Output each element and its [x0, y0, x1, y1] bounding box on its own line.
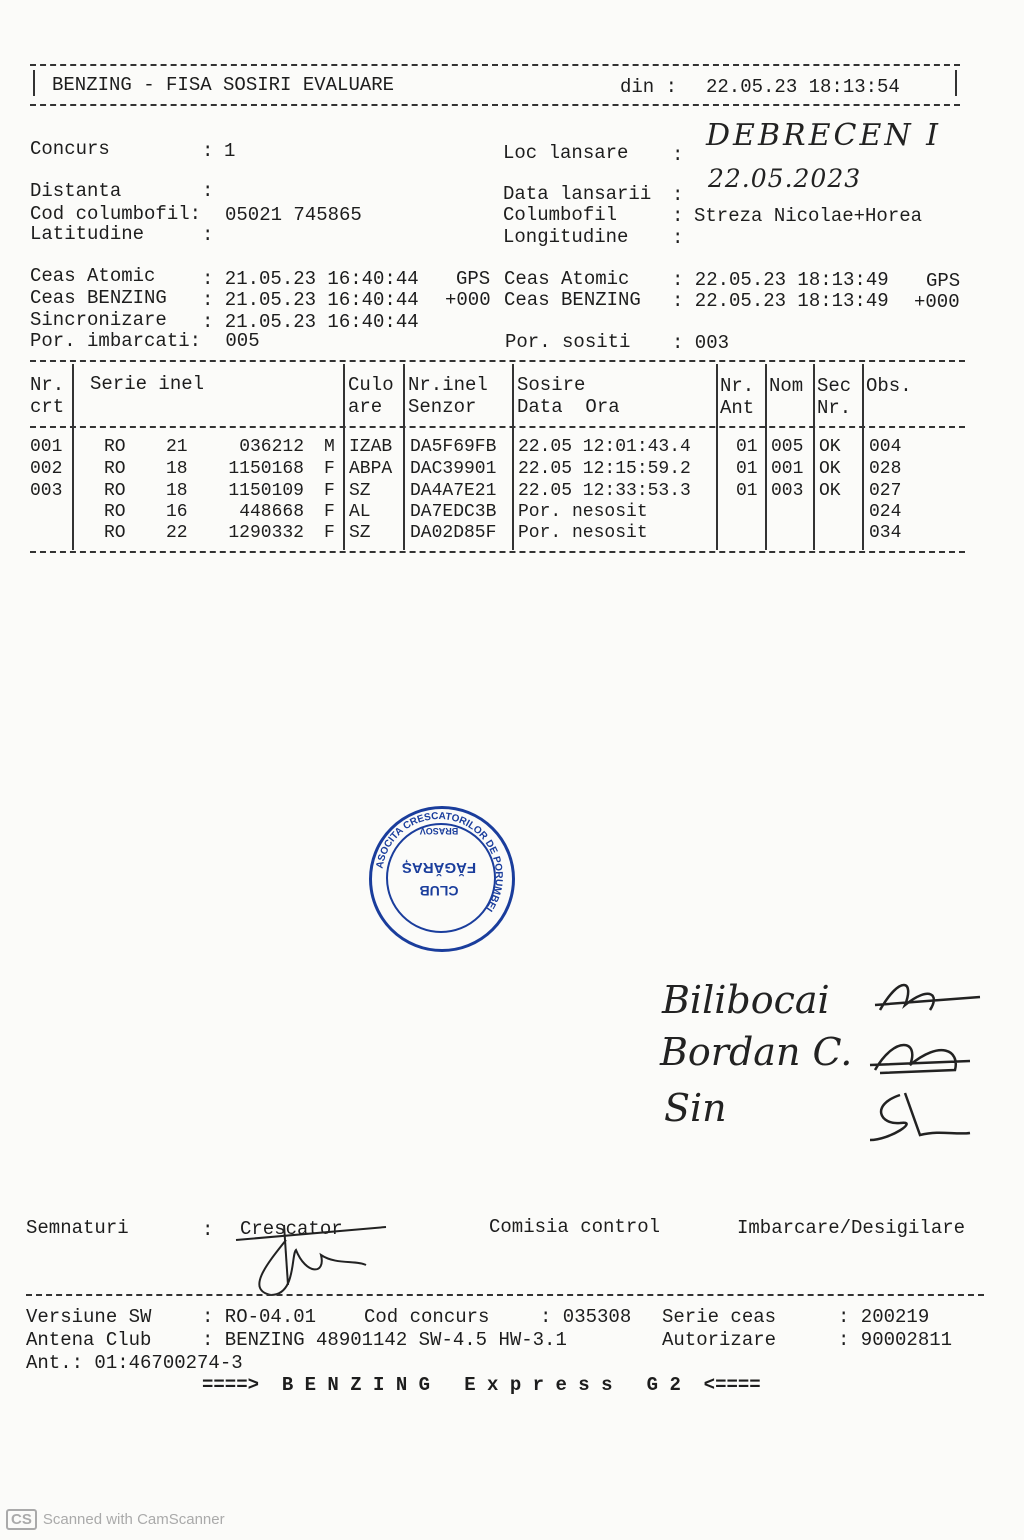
cell-crt: 002 — [30, 459, 63, 479]
columbofil-label: Columbofil — [503, 204, 618, 226]
latitudine-label: Latitudine — [30, 223, 145, 245]
header-sec-2: Nr. — [817, 397, 852, 419]
din-label: din : — [620, 76, 678, 98]
cell-obs: 024 — [869, 502, 902, 522]
cell-tara: RO — [104, 502, 126, 522]
versiune-sw-label: Versiune SW — [26, 1306, 152, 1328]
cell-obs: 004 — [869, 437, 902, 457]
cell-an: 18 — [166, 481, 188, 501]
cod-columbofil-label: Cod columbofil: — [30, 203, 202, 225]
footer-divider — [26, 1294, 984, 1296]
ceas-atomic-right-suffix: GPS — [926, 270, 961, 292]
longitudine-sep: : — [672, 227, 684, 249]
cell-senzor: DAC39901 — [410, 459, 497, 479]
ceas-atomic-right-value: : 22.05.23 18:13:49 — [672, 269, 889, 291]
header-sec-1: Sec — [817, 375, 852, 397]
svg-text:BRASOV: BRASOV — [419, 826, 459, 836]
cell-sec: OK — [819, 459, 841, 479]
cell-sec: OK — [819, 437, 841, 457]
cell-nr: 1290332 — [228, 523, 304, 543]
signature-scribbles — [860, 965, 990, 1155]
header-senzor-2: Senzor — [408, 396, 477, 418]
cell-cul: IZAB — [349, 437, 393, 457]
por-sositi-label: Por. sositi — [505, 331, 631, 353]
cell-crt: 001 — [30, 437, 63, 457]
cell-sosire: Por. nesosit — [518, 523, 648, 543]
loc-lansare-handwritten: DEBRECEN I — [706, 118, 941, 153]
cell-nr: 036212 — [239, 437, 304, 457]
svg-text:CLUB: CLUB — [419, 883, 459, 899]
ceas-benzing-right-suffix: +000 — [914, 291, 960, 313]
col-divider — [716, 364, 718, 550]
header-nr-crt-1: Nr. — [30, 374, 65, 396]
svg-text:FĂGĂRAȘ: FĂGĂRAȘ — [401, 859, 477, 876]
header-serie-inel: Serie inel — [90, 373, 205, 395]
cod-columbofil-value: 05021 745865 — [225, 204, 362, 226]
signature-name-3: Sin — [664, 1086, 727, 1130]
cell-cul: AL — [349, 502, 371, 522]
por-imbarcati-value: 005 — [214, 330, 260, 352]
cod-concurs-value: : 035308 — [540, 1306, 632, 1328]
cell-nom: 003 — [771, 481, 804, 501]
cell-sex: F — [324, 502, 335, 522]
ceas-benzing-right-label: Ceas BENZING — [504, 289, 641, 311]
col-divider — [72, 364, 74, 550]
data-lansarii-sep: : — [672, 184, 684, 206]
distanta-label: Distanta — [30, 180, 122, 202]
sincronizare-value: : 21.05.23 16:40:44 — [202, 311, 419, 333]
ceas-atomic-left-label: Ceas Atomic — [30, 265, 156, 287]
cell-an: 16 — [166, 502, 188, 522]
por-imbarcati-label: Por. imbarcati: — [30, 330, 202, 352]
brand-line: ====> B E N Z I N G E x p r e s s G 2 <==== — [202, 1374, 761, 1396]
cell-crt: 003 — [30, 481, 63, 501]
din-value: 22.05.23 18:13:54 — [706, 76, 900, 98]
header-right-border — [955, 70, 957, 96]
imbarcare-desigilare-label: Imbarcare/Desigilare — [737, 1217, 966, 1239]
header-ant-2: Ant — [720, 397, 755, 419]
stamp-text — [369, 806, 509, 946]
ant-line: Ant.: 01:46700274-3 — [26, 1352, 243, 1374]
comisia-control-label: Comisia control — [489, 1216, 661, 1238]
serie-ceas-value: : 200219 — [838, 1306, 930, 1328]
latitudine-sep: : — [202, 224, 214, 246]
sincronizare-label: Sincronizare — [30, 309, 167, 331]
data-lansarii-handwritten: 22.05.2023 — [708, 164, 862, 193]
cell-senzor: DA02D85F — [410, 523, 497, 543]
longitudine-label: Longitudine — [503, 226, 629, 248]
serie-ceas-label: Serie ceas — [662, 1306, 777, 1328]
ceas-benzing-left-suffix: +000 — [445, 289, 491, 311]
cell-cul: SZ — [349, 481, 371, 501]
cell-ant: 01 — [736, 481, 758, 501]
ceas-atomic-left-suffix: GPS — [456, 268, 491, 290]
col-divider — [343, 364, 345, 550]
cell-an: 22 — [166, 523, 188, 543]
distanta-sep: : — [202, 180, 214, 202]
ceas-atomic-right-label: Ceas Atomic — [504, 268, 630, 290]
cell-sex: F — [324, 481, 335, 501]
header-sosire-1: Sosire — [517, 374, 586, 396]
cell-tara: RO — [104, 481, 126, 501]
crescator-signature — [226, 1195, 396, 1305]
cell-nom: 001 — [771, 459, 804, 479]
ceas-benzing-left-label: Ceas BENZING — [30, 287, 167, 309]
header-senzor-1: Nr.inel — [408, 374, 488, 396]
cell-ant: 01 — [736, 459, 758, 479]
cell-cul: SZ — [349, 523, 371, 543]
cell-senzor: DA7EDC3B — [410, 502, 497, 522]
page-title: BENZING - FISA SOSIRI EVALUARE — [52, 74, 395, 96]
signature-name-1: Bilibocai — [662, 978, 830, 1022]
semnaturi-label: Semnaturi — [26, 1217, 129, 1239]
cell-ant: 01 — [736, 437, 758, 457]
club-stamp — [369, 806, 515, 952]
svg-text:ASOCITA CRESCATORILOR DE PORUM: ASOCITA CRESCATORILOR DE PORUMBEI — [374, 810, 505, 914]
camscanner-text: Scanned with CamScanner — [42, 1511, 225, 1528]
cell-obs: 034 — [869, 523, 902, 543]
table-top-border — [30, 360, 965, 362]
cell-sec: OK — [819, 481, 841, 501]
cell-cul: ABPA — [349, 459, 393, 479]
cell-sex: F — [324, 459, 335, 479]
cell-tara: RO — [104, 523, 126, 543]
camscanner-watermark — [6, 1509, 225, 1530]
columbofil-value: Streza Nicolae+Horea — [694, 205, 923, 227]
col-divider — [512, 364, 514, 550]
cell-nr: 1150168 — [228, 459, 304, 479]
por-sositi-value: : 003 — [672, 332, 730, 354]
cell-sosire: 22.05 12:33:53.3 — [518, 481, 691, 501]
cell-sosire: Por. nesosit — [518, 502, 648, 522]
columbofil-sep: : — [672, 205, 684, 227]
header-bottom-border — [30, 104, 960, 106]
table-header-separator — [30, 426, 965, 428]
header-nom: Nom — [769, 375, 804, 397]
cell-tara: RO — [104, 459, 126, 479]
crescator-label: Crescator — [240, 1218, 343, 1240]
header-obs: Obs. — [866, 375, 912, 397]
camscanner-logo: CS — [6, 1509, 37, 1530]
cell-nom: 005 — [771, 437, 804, 457]
col-divider — [765, 364, 767, 550]
cell-sex: M — [324, 437, 335, 457]
autorizare-label: Autorizare — [662, 1329, 777, 1351]
cell-an: 21 — [166, 437, 188, 457]
table-bottom-border — [30, 551, 965, 553]
loc-lansare-sep: : — [672, 144, 684, 166]
header-culoare-2: are — [348, 396, 383, 418]
autorizare-value: : 90002811 — [838, 1329, 953, 1351]
col-divider — [862, 364, 864, 550]
concurs-label: Concurs — [30, 138, 110, 160]
versiune-sw-value: : RO-04.01 — [202, 1306, 317, 1328]
loc-lansare-label: Loc lansare — [503, 142, 629, 164]
header-left-border — [33, 70, 35, 96]
header-top-border — [30, 64, 960, 66]
antena-club-label: Antena Club — [26, 1329, 152, 1351]
header-culoare-1: Culo — [348, 374, 394, 396]
cell-obs: 028 — [869, 459, 902, 479]
cell-senzor: DA4A7E21 — [410, 481, 497, 501]
header-nr-crt-2: crt — [30, 396, 65, 418]
cell-nr: 1150109 — [228, 481, 304, 501]
header-sosire-2: Data Ora — [517, 396, 620, 418]
col-divider — [403, 364, 405, 550]
cell-sex: F — [324, 523, 335, 543]
cell-nr: 448668 — [239, 502, 304, 522]
col-divider — [813, 364, 815, 550]
cell-senzor: DA5F69FB — [410, 437, 497, 457]
cell-tara: RO — [104, 437, 126, 457]
cell-sosire: 22.05 12:01:43.4 — [518, 437, 691, 457]
concurs-value: 1 — [224, 140, 236, 162]
ceas-atomic-left-value: : 21.05.23 16:40:44 — [202, 268, 419, 290]
cell-obs: 027 — [869, 481, 902, 501]
cod-concurs-label: Cod concurs — [364, 1306, 490, 1328]
ceas-benzing-right-value: : 22.05.23 18:13:49 — [672, 290, 889, 312]
header-ant-1: Nr. — [720, 375, 755, 397]
ceas-benzing-left-value: : 21.05.23 16:40:44 — [202, 289, 419, 311]
signature-name-2: Bordan C. — [660, 1030, 853, 1074]
cell-sosire: 22.05 12:15:59.2 — [518, 459, 691, 479]
concurs-sep: : — [202, 140, 214, 162]
data-lansarii-label: Data lansarii — [503, 183, 652, 205]
cell-an: 18 — [166, 459, 188, 479]
antena-club-value: : BENZING 48901142 SW-4.5 HW-3.1 — [202, 1329, 567, 1351]
semnaturi-sep: : — [202, 1219, 214, 1241]
